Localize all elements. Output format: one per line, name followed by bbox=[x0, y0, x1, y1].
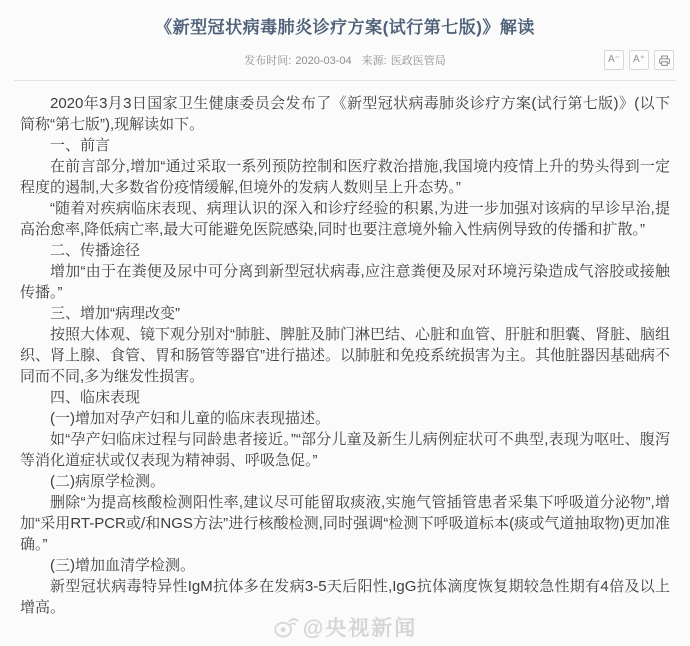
article-paragraph: 如“孕产妇临床过程与同龄患者接近。”“部分儿童及新生儿病例症状可不典型,表现为呕吐、腹泻等消化道症状或仅表现为精神弱、呼吸急促。” bbox=[20, 431, 670, 469]
page-title: 《新型冠状病毒肺炎诊疗方案(试行第七版)》解读 bbox=[155, 18, 535, 37]
article-paragraph: 四、临床表现 bbox=[50, 389, 141, 406]
article-paragraph: 删除“为提高核酸检测阳性率,建议尽可能留取痰液,实施气管插管患者采集下呼吸道分泌物”,增加“采用RT-PCR或/和NGS方法”进行核酸检测,同时强调“检测下呼吸道标本(痰或气道抽取物)更加准确。” bbox=[20, 494, 670, 553]
article-paragraph: 在前言部分,增加“通过采取一系列预防控制和医疗救治措施,我国境内疫情上升的势头得到一定程度的遏制,大多数省份疫情缓解,但境外的发病人数则呈上升态势。” bbox=[20, 158, 670, 196]
print-button[interactable] bbox=[654, 50, 674, 70]
article-meta-row bbox=[0, 51, 690, 71]
font-increase-button[interactable]: A⁺ bbox=[629, 50, 649, 70]
article-paragraph: “随着对疾病临床表现、病理认识的深入和诊疗经验的积累,为进一步加强对该病的早诊早治,提高治愈率,降低病亡率,最大可能避免医院感染,同时也要注意境外输入性病例导致的传播和扩散。” bbox=[20, 200, 670, 238]
weibo-logo-icon bbox=[273, 615, 300, 639]
article-paragraph: (二)病原学检测。 bbox=[50, 473, 165, 490]
weibo-watermark bbox=[273, 612, 417, 642]
printer-icon bbox=[658, 54, 671, 67]
font-decrease-button[interactable]: A⁻ bbox=[604, 50, 624, 70]
source-value: 医政医管局 bbox=[390, 55, 446, 67]
font-print-toolbar bbox=[604, 50, 674, 70]
article-paragraph: 一、前言 bbox=[50, 137, 111, 154]
article-paragraph: 增加“由于在粪便及尿中可分离到新型冠状病毒,应注意粪便及尿对环境污染造成气溶胶或接触传播。” bbox=[20, 263, 670, 301]
publish-time-value: 2020-03-04 bbox=[295, 55, 352, 67]
article-paragraph: 二、传播途径 bbox=[50, 242, 141, 259]
article-paragraph: (一)增加对孕产妇和儿童的临床表现描述。 bbox=[50, 410, 330, 427]
article-paragraph: 按照大体观、镜下观分别对“肺脏、脾脏及肺门淋巴结、心脏和血管、肝脏和胆囊、肾脏、脑组织、肾上腺、食管、胃和肠管等器官”进行描述。以肺脏和免疫系统损害为主。其他脏器因基础病不同而不同,多为继发性损害。 bbox=[20, 326, 670, 385]
article-paragraph: 三、增加“病理改变” bbox=[50, 305, 180, 322]
publish-time-label: 发布时间: bbox=[244, 55, 292, 67]
watermark-text: @央视新闻 bbox=[302, 617, 418, 640]
article-paragraph: 新型冠状病毒特异性IgM抗体多在发病3-5天后阳性,IgG抗体滴度恢复期较急性期有4倍及以上增高。 bbox=[20, 578, 670, 616]
paragraph-list bbox=[20, 93, 670, 618]
article-paragraph: 2020年3月3日国家卫生健康委员会发布了《新型冠状病毒肺炎诊疗方案(试行第七版)》(以下简称“第七版”),现解读如下。 bbox=[20, 95, 670, 133]
source-label: 来源: bbox=[361, 55, 387, 67]
article-paragraph: (三)增加血清学检测。 bbox=[50, 557, 195, 574]
article-body bbox=[0, 81, 690, 618]
